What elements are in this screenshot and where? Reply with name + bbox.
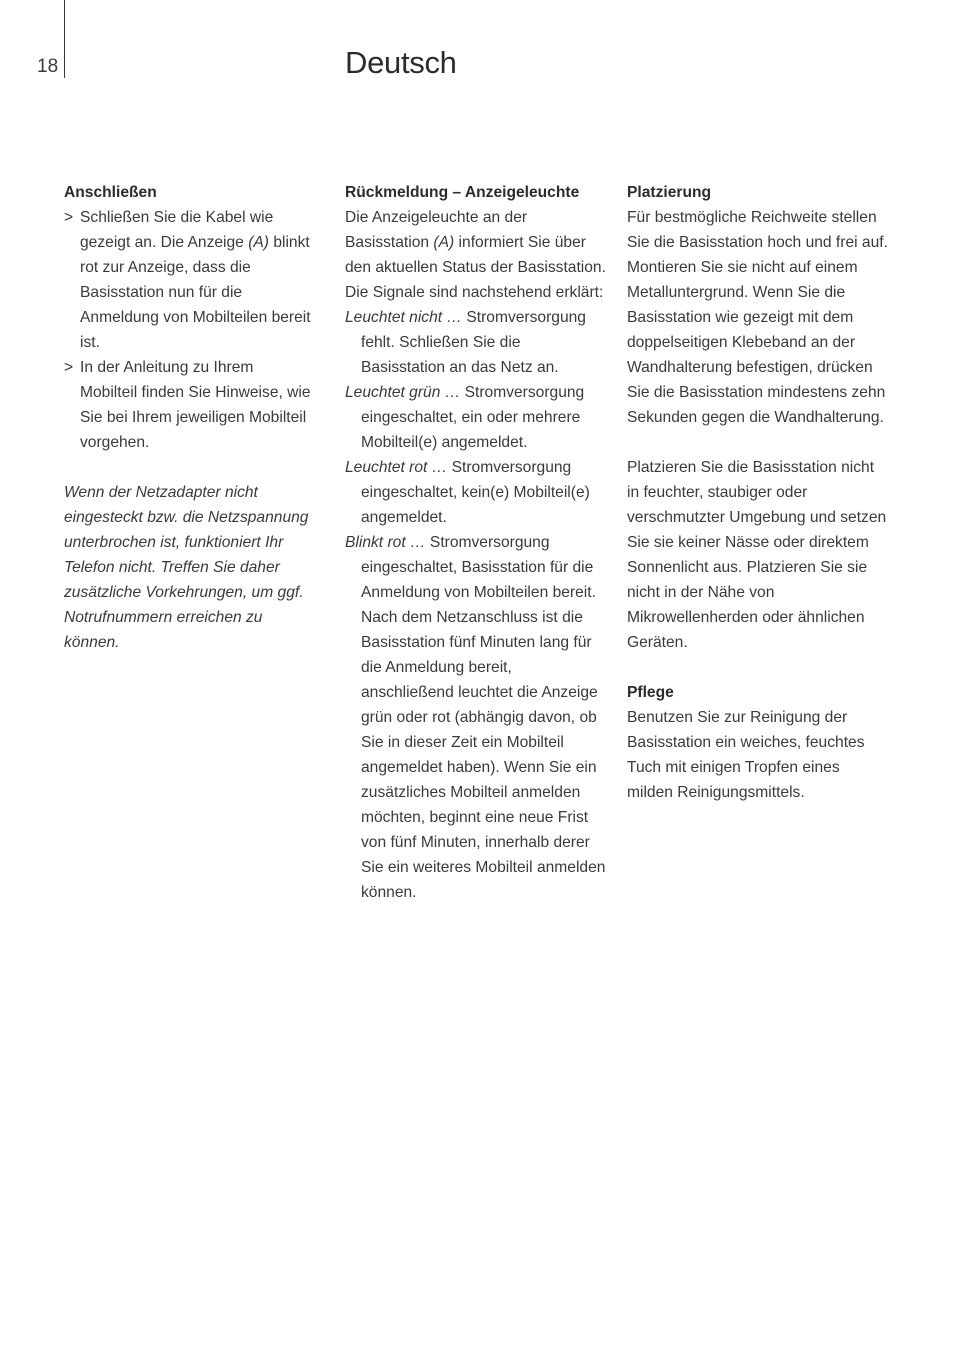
- status-term: Blinkt rot …: [345, 534, 426, 551]
- indicator-intro: [345, 205, 607, 305]
- status-entry-red: [345, 455, 607, 530]
- status-text: Stromversorgung fehlt. Schließen Sie die Basisstation an das Netz an.: [361, 309, 586, 376]
- status-term: Leuchtet rot …: [345, 459, 448, 476]
- column-placement: [627, 180, 889, 805]
- page-number: 18: [37, 56, 59, 77]
- column-indicator: [345, 180, 607, 905]
- intro-text: Die Anzeigeleuchte an der Basisstation: [345, 209, 528, 251]
- column-connect: [64, 180, 314, 655]
- bullet-text: blinkt rot zur Anzeige, dass die Basisstation nun für die Anmeldung von Mobilteilen bereit ist.: [80, 234, 311, 351]
- bullet-connect-cables: [64, 205, 314, 355]
- bullet-marker: >: [64, 359, 74, 376]
- status-text: Stromversorgung eingeschaltet, ein oder mehrere Mobilteil(e) angemeldet.: [361, 384, 585, 451]
- bullet-text: In der Anleitung zu Ihrem Mobilteil finden Sie Hinweise, wie Sie bei Ihrem jeweiligen Mobilteil vorgehen.: [80, 359, 311, 451]
- status-entry-off: [345, 305, 607, 380]
- status-entry-blinking-red: [345, 530, 607, 905]
- bullet-text: Schließen Sie die Kabel wie gezeigt an. Die Anzeige: [80, 209, 274, 251]
- section-heading-indicator: Rückmeldung – Anzeigeleuchte: [345, 184, 580, 201]
- status-text: Stromversorgung eingeschaltet, Basisstation für die Anmeldung von Mobilteilen bereit. Nach dem Netzanschluss ist die Basisstation fünf Minuten lang für die Anmeldung bereit, anschließend leuchtet die Anzeige grün oder rot (abhängig davon, ob Sie in dieser Zeit ein Mobilteil angemeldet haben). Wenn Sie ein zusätzliches Mobilteil anmelden möchten, beginnt eine neue Frist von fünf Minuten, innerhalb derer Sie ein weiteres Mobilteil anmelden können.: [361, 534, 606, 901]
- status-term: Leuchtet grün …: [345, 384, 461, 401]
- section-heading-care: Pflege: [627, 684, 674, 701]
- bullet-marker: >: [64, 209, 74, 226]
- bullet-handset-guide: [64, 355, 314, 455]
- indicator-ref: (A): [433, 234, 455, 251]
- status-text: Stromversorgung eingeschaltet, kein(e) Mobilteil(e) angemeldet.: [361, 459, 590, 526]
- placement-paragraph-1: Für bestmögliche Reichweite stellen Sie die Basisstation hoch und frei auf. Montieren Sie sie nicht auf einem Metalluntergrund. Wenn Sie die Basisstation wie gezeigt mit dem doppelseitigen Klebeband an der Wandhalterung befestigen, drücken Sie die Basisstation mindestens zehn Sekunden gegen die Wandhalterung.: [627, 209, 888, 426]
- header-rule: [64, 0, 65, 78]
- status-entry-green: [345, 380, 607, 455]
- intro-text: informiert Sie über den aktuellen Status der Basisstation. Die Signale sind nachstehend erklärt:: [345, 234, 606, 301]
- power-warning-note: Wenn der Netzadapter nicht eingesteckt bzw. die Netzspannung unterbrochen ist, funktioniert Ihr Telefon nicht. Treffen Sie daher zusätzliche Vorkehrungen, um ggf. Notrufnummern erreichen zu können.: [64, 484, 309, 651]
- indicator-ref: (A): [248, 234, 269, 251]
- status-term: Leuchtet nicht …: [345, 309, 463, 326]
- page-title: Deutsch: [345, 45, 457, 80]
- section-heading-connect: Anschließen: [64, 184, 157, 201]
- section-heading-placement: Platzierung: [627, 184, 712, 201]
- care-paragraph: Benutzen Sie zur Reinigung der Basisstation ein weiches, feuchtes Tuch mit einigen Tropfen eines milden Reinigungsmittels.: [627, 709, 865, 801]
- placement-paragraph-2: Platzieren Sie die Basisstation nicht in feuchter, staubiger oder verschmutzter Umgebung und setzen Sie sie keiner Nässe oder direktem Sonnenlicht aus. Platzieren Sie sie nicht in der Nähe von Mikrowellenherden oder ähnlichen Geräten.: [627, 459, 887, 651]
